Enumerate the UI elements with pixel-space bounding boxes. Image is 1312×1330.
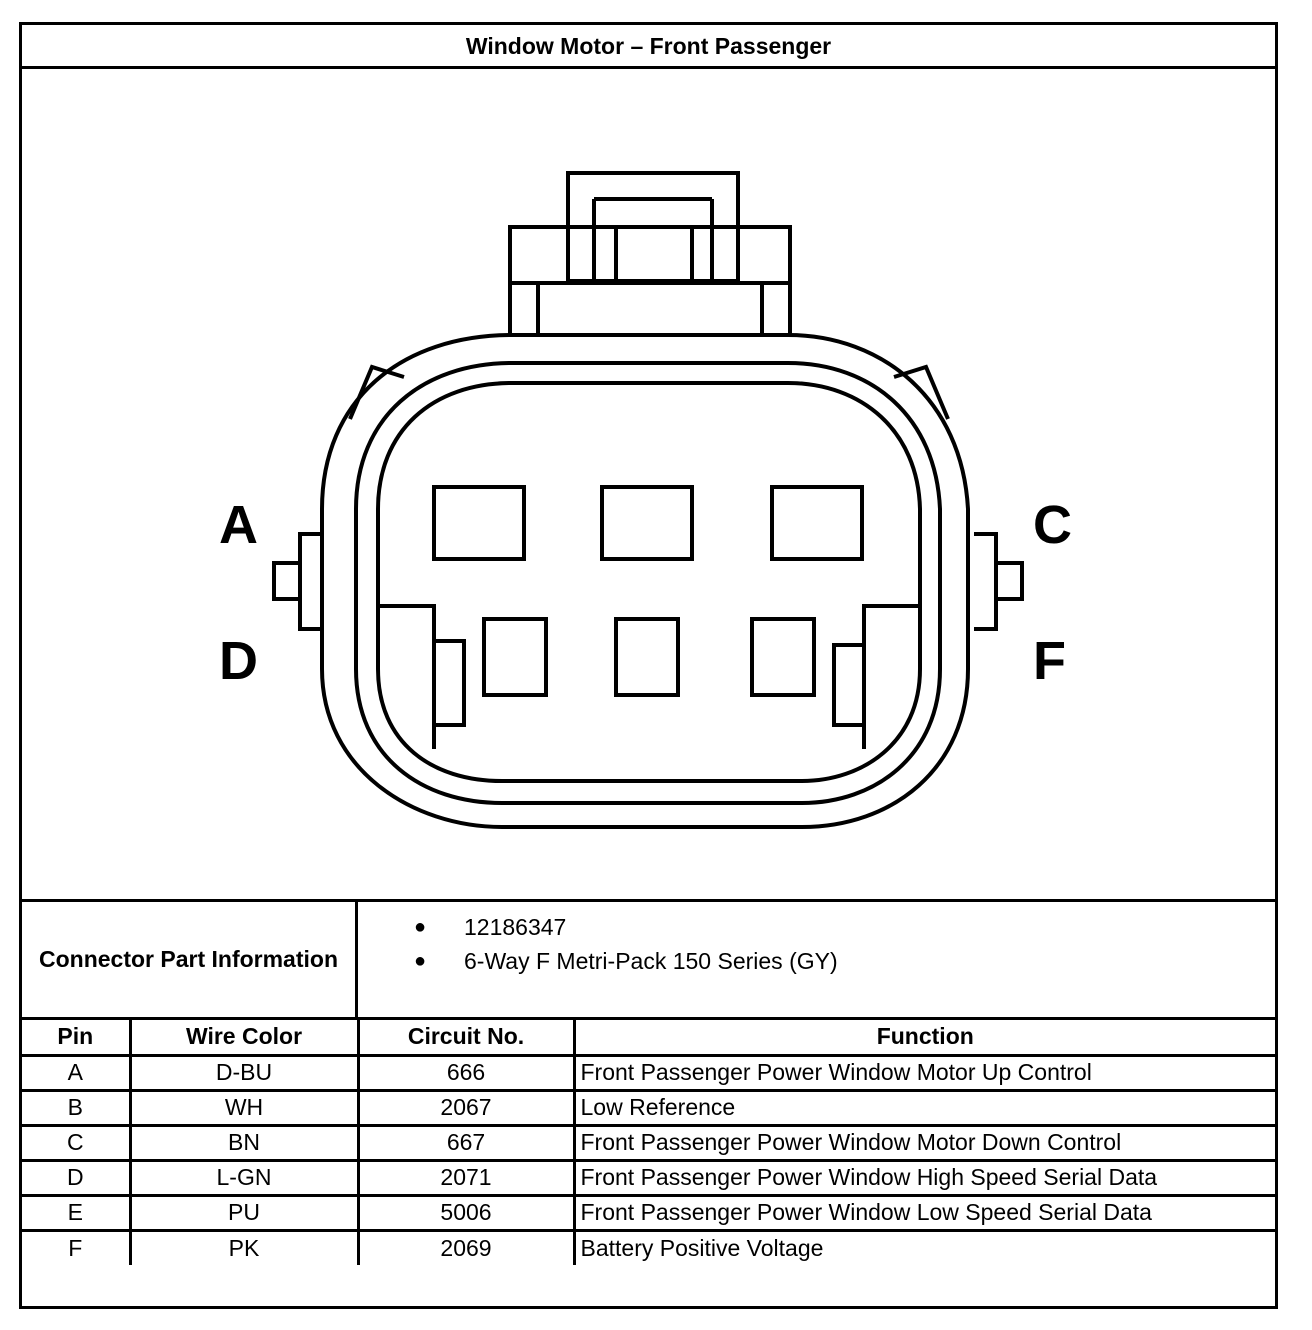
table-row [22, 1125, 1275, 1160]
header-circuit: Circuit No. [358, 1020, 574, 1055]
pin-label-f: F [1033, 631, 1066, 691]
table-row [22, 1090, 1275, 1125]
cell-circuit: 667 [358, 1125, 574, 1160]
cell-wire-color: L-GN [130, 1160, 358, 1195]
table-row [22, 1230, 1275, 1265]
cell-wire-color: BN [130, 1125, 358, 1160]
pin-cavity-e [616, 619, 678, 695]
side-key-right [974, 534, 1022, 629]
header-wire-color: Wire Color [130, 1020, 358, 1055]
connector-info-label: Connector Part Information [22, 902, 358, 1017]
bullet-icon: ● [414, 916, 427, 938]
table-header-row [22, 1020, 1275, 1055]
table-row [22, 1195, 1275, 1230]
cell-function: Front Passenger Power Window Motor Up Control [574, 1055, 1275, 1090]
connector-face-drawing [22, 69, 1275, 899]
side-key-left [274, 534, 322, 629]
housing-middle [356, 363, 940, 803]
page-title: Window Motor – Front Passenger [22, 25, 1275, 69]
cell-circuit: 2071 [358, 1160, 574, 1195]
cell-wire-color: D-BU [130, 1055, 358, 1090]
table-row [22, 1055, 1275, 1090]
cell-pin: D [22, 1160, 130, 1195]
pin-cavity-d [484, 619, 546, 695]
inner-block-right [864, 606, 920, 749]
pinout-table [22, 1020, 1275, 1265]
pin-cavity-b [602, 487, 692, 559]
cell-pin: A [22, 1055, 130, 1090]
connector-latch [510, 173, 790, 335]
pin-label-a: A [219, 495, 258, 555]
bullet-icon: ● [414, 950, 427, 972]
cell-circuit: 2069 [358, 1230, 574, 1265]
cell-pin: E [22, 1195, 130, 1230]
connector-info-item [358, 910, 1275, 944]
pin-label-d: D [219, 631, 258, 691]
connector-diagram [22, 69, 1275, 902]
table-row [22, 1160, 1275, 1195]
inner-latch-left [434, 641, 464, 725]
cell-circuit: 666 [358, 1055, 574, 1090]
lock-tab-left [350, 367, 404, 419]
inner-latch-right [834, 645, 864, 725]
cell-wire-color: PK [130, 1230, 358, 1265]
housing-inner [378, 383, 920, 781]
cell-circuit: 5006 [358, 1195, 574, 1230]
cell-pin: C [22, 1125, 130, 1160]
cell-circuit: 2067 [358, 1090, 574, 1125]
pin-cavity-f [752, 619, 814, 695]
cell-function: Low Reference [574, 1090, 1275, 1125]
cell-pin: B [22, 1090, 130, 1125]
connector-info-item [358, 944, 1275, 978]
connector-info-section [22, 902, 1275, 1020]
header-function: Function [574, 1020, 1275, 1055]
cell-function: Battery Positive Voltage [574, 1230, 1275, 1265]
pin-cavity-a [434, 487, 524, 559]
connector-sheet [19, 22, 1278, 1309]
pin-label-c: C [1033, 495, 1072, 555]
pin-cavity-c [772, 487, 862, 559]
header-pin: Pin [22, 1020, 130, 1055]
cell-function: Front Passenger Power Window High Speed Serial Data [574, 1160, 1275, 1195]
cell-function: Front Passenger Power Window Motor Down Control [574, 1125, 1275, 1160]
connector-description: 6-Way F Metri-Pack 150 Series (GY) [464, 948, 838, 974]
cell-wire-color: WH [130, 1090, 358, 1125]
part-number: 12186347 [464, 914, 567, 940]
connector-info-list [358, 910, 1275, 978]
cell-pin: F [22, 1230, 130, 1265]
cell-wire-color: PU [130, 1195, 358, 1230]
inner-block-left [378, 606, 434, 749]
cell-function: Front Passenger Power Window Low Speed Serial Data [574, 1195, 1275, 1230]
